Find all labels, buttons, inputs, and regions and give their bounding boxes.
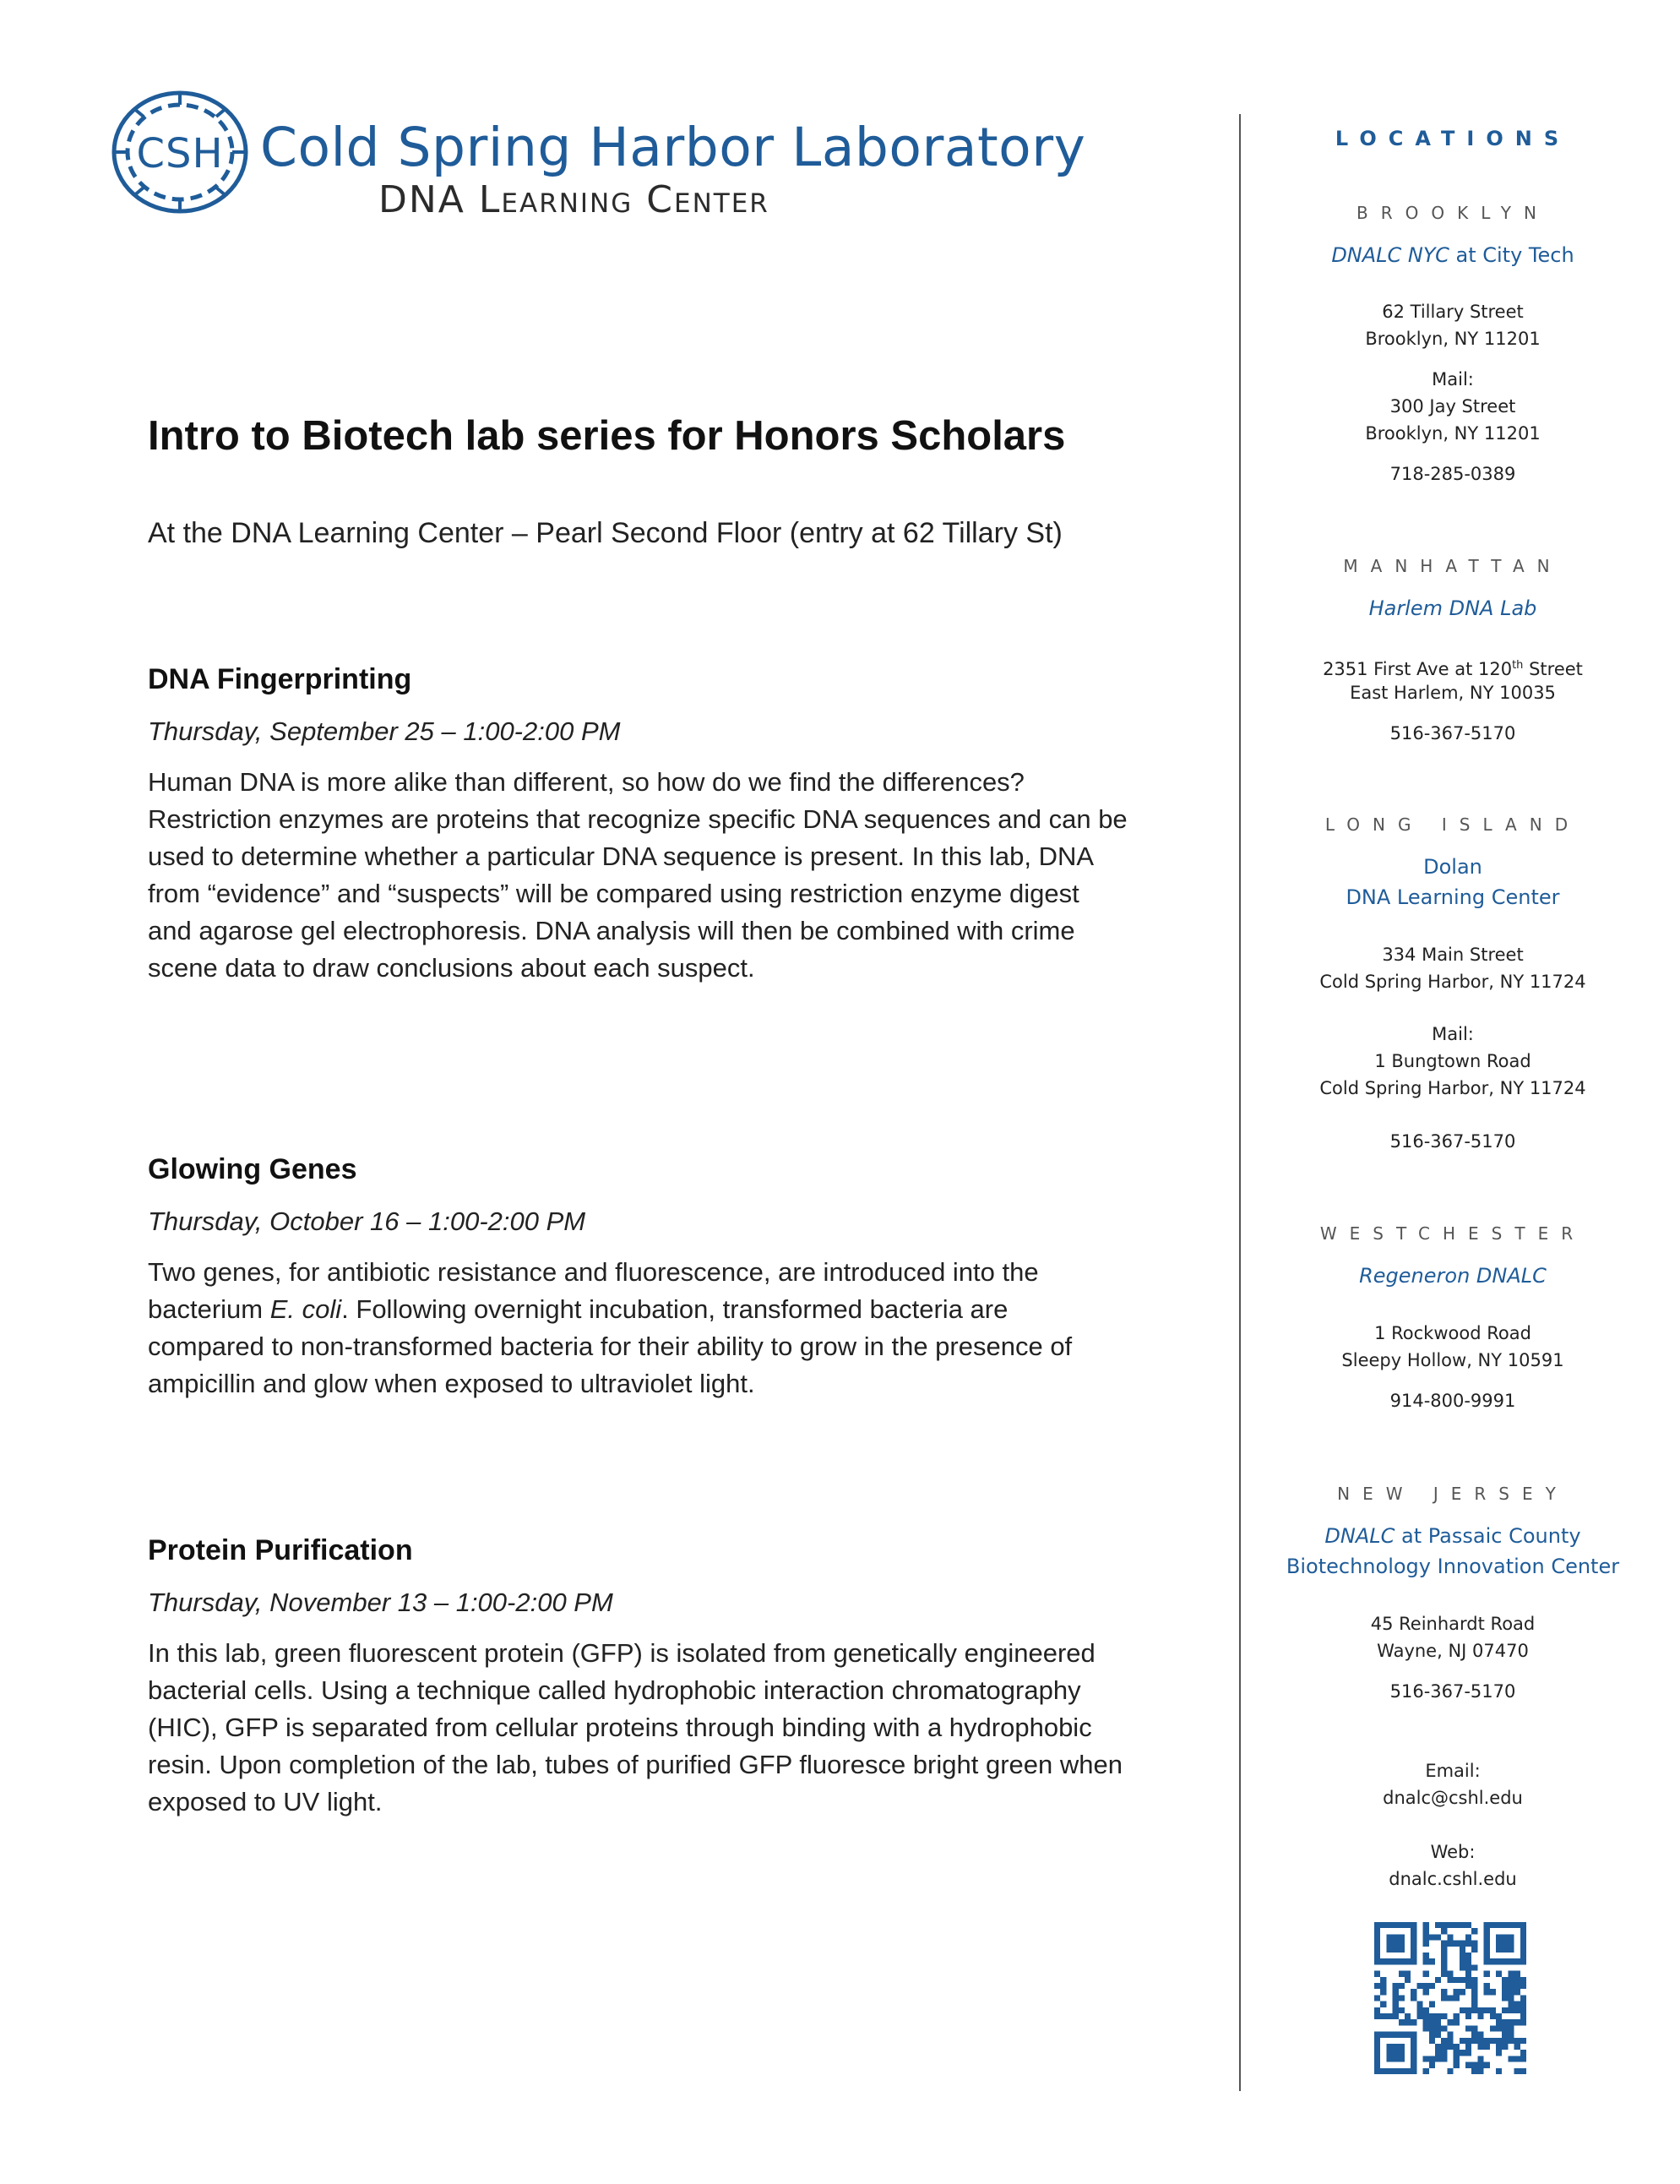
address-line: 1 Bungtown Road: [1374, 1051, 1531, 1071]
phone-number: 718-285-0389: [1389, 464, 1516, 484]
locations-heading: LOCATIONS: [1335, 127, 1571, 150]
address-line: East Harlem, NY 10035: [1350, 683, 1556, 703]
center-abbr: DNALC: [1324, 1524, 1395, 1548]
org-name: Cold Spring Harbor Laboratory: [260, 117, 1086, 178]
session-date: Thursday, November 13 – 1:00-2:00 PM: [148, 1588, 613, 1617]
phone-number: 516-367-5170: [1389, 723, 1516, 743]
mail-label: Mail:: [1432, 1024, 1474, 1044]
session-title: Protein Purification: [148, 1534, 413, 1566]
logo-abbr: CSH: [136, 130, 224, 177]
center-suffix: at Passaic County: [1395, 1524, 1581, 1548]
region-label: WESTCHESTER: [1319, 1223, 1586, 1244]
session-title: DNA Fingerprinting: [148, 663, 412, 695]
qr-code[interactable]: [1374, 1922, 1526, 2074]
logo: [100, 79, 1086, 226]
mail-label: Mail:: [1432, 369, 1474, 389]
address-line: 45 Reinhardt Road: [1370, 1614, 1536, 1634]
address-line: [1259, 652, 1647, 683]
session-glowing-genes: [148, 1151, 1128, 1402]
center-name: [1259, 1521, 1647, 1551]
session-title: Glowing Genes: [148, 1153, 357, 1185]
region-label: NEW JERSEY: [1337, 1484, 1569, 1504]
center-name-text: Harlem DNA Lab: [1368, 596, 1537, 620]
session-dna-fingerprinting: [148, 661, 1128, 987]
session-description: Human DNA is more alike than different, so how do we find the differences? Restriction enzymes are proteins that recognize specific DNA sequences and can be used to determine whether a particular DNA sequence is present. In this lab, DNA from “evidence” and “suspects” will be compared using restriction enzyme digest and agarose gel electrophoresis. DNA analysis will then be combined with crime scene data to draw conclusions about each suspect.: [148, 767, 1128, 983]
address-line: Sleepy Hollow, NY 10591: [1341, 1350, 1564, 1370]
center-name-text: Regeneron DNALC: [1359, 1264, 1547, 1288]
center-name: Dolan: [1423, 855, 1482, 879]
session-date: Thursday, October 16 – 1:00-2:00 PM: [148, 1206, 586, 1236]
web-label: Web:: [1430, 1842, 1476, 1862]
address-line: Brooklyn, NY 11201: [1365, 329, 1541, 349]
center-name: DNA Learning Center: [1346, 885, 1560, 909]
csh-dna-helix-logo: [100, 79, 260, 226]
address-line: Wayne, NJ 07470: [1377, 1641, 1529, 1661]
center-name: [1259, 593, 1647, 624]
session-description: In this lab, green fluorescent protein (GFP) is isolated from genetically engineered bacterial cells. Using a technique called hydrophobic interaction chromatography (HIC), GFP is separated from cellular proteins through binding with a hydrophobic resin. Upon completion of the lab, tubes of purified GFP fluoresce bright green when exposed to UV light.: [148, 1638, 1123, 1816]
address-line: 62 Tillary Street: [1382, 302, 1524, 322]
organism-name: E. coli: [269, 1294, 342, 1324]
region-label: MANHATTAN: [1343, 556, 1563, 576]
center-suffix: at City Tech: [1449, 243, 1574, 267]
event-location: At the DNA Learning Center – Pearl Second Floor (entry at 62 Tillary St): [148, 517, 1063, 549]
column-divider: [1239, 114, 1241, 2091]
center-abbr: DNALC NYC: [1331, 243, 1449, 267]
center-name: [1259, 240, 1647, 270]
session-date: Thursday, September 25 – 1:00-2:00 PM: [148, 716, 621, 746]
address-text: Street: [1523, 659, 1583, 679]
session-protein-purification: [148, 1532, 1128, 1821]
address-line: Brooklyn, NY 11201: [1365, 423, 1541, 444]
phone-number: 914-800-9991: [1389, 1391, 1516, 1411]
region-label: LONG ISLAND: [1324, 814, 1581, 835]
address-line: 300 Jay Street: [1389, 396, 1516, 417]
address-line: Cold Spring Harbor, NY 11724: [1319, 972, 1586, 992]
center-name: Biotechnology Innovation Center: [1286, 1555, 1620, 1578]
web-link[interactable]: dnalc.cshl.edu: [1389, 1869, 1517, 1889]
email-link[interactable]: dnalc@cshl.edu: [1383, 1788, 1523, 1808]
ordinal-suffix: th: [1512, 659, 1524, 672]
description-text: . Following overnight incubation, transformed bacteria are compared to non-transformed bacteria for their ability to grow in the presence of ampicillin and glow when exposed to ultraviolet light.: [148, 1294, 1073, 1398]
region-label: BROOKLYN: [1357, 203, 1549, 223]
address-line: 334 Main Street: [1382, 945, 1524, 965]
center-name: [1259, 1261, 1647, 1291]
org-subtitle: DNA Learning Center: [378, 178, 769, 221]
email-label: Email:: [1425, 1761, 1481, 1781]
phone-number: 516-367-5170: [1389, 1131, 1516, 1152]
session-description: [148, 1254, 1128, 1402]
description-text: Two genes, for antibiotic resistance and fluorescence, are introduced into the bacterium: [148, 1257, 1039, 1324]
address-line: Cold Spring Harbor, NY 11724: [1319, 1078, 1586, 1098]
phone-number: 516-367-5170: [1389, 1681, 1516, 1702]
page-title: Intro to Biotech lab series for Honors Scholars: [148, 413, 1066, 459]
address-line: 1 Rockwood Road: [1374, 1323, 1531, 1343]
address-text: 2351 First Ave at 120: [1323, 659, 1513, 679]
